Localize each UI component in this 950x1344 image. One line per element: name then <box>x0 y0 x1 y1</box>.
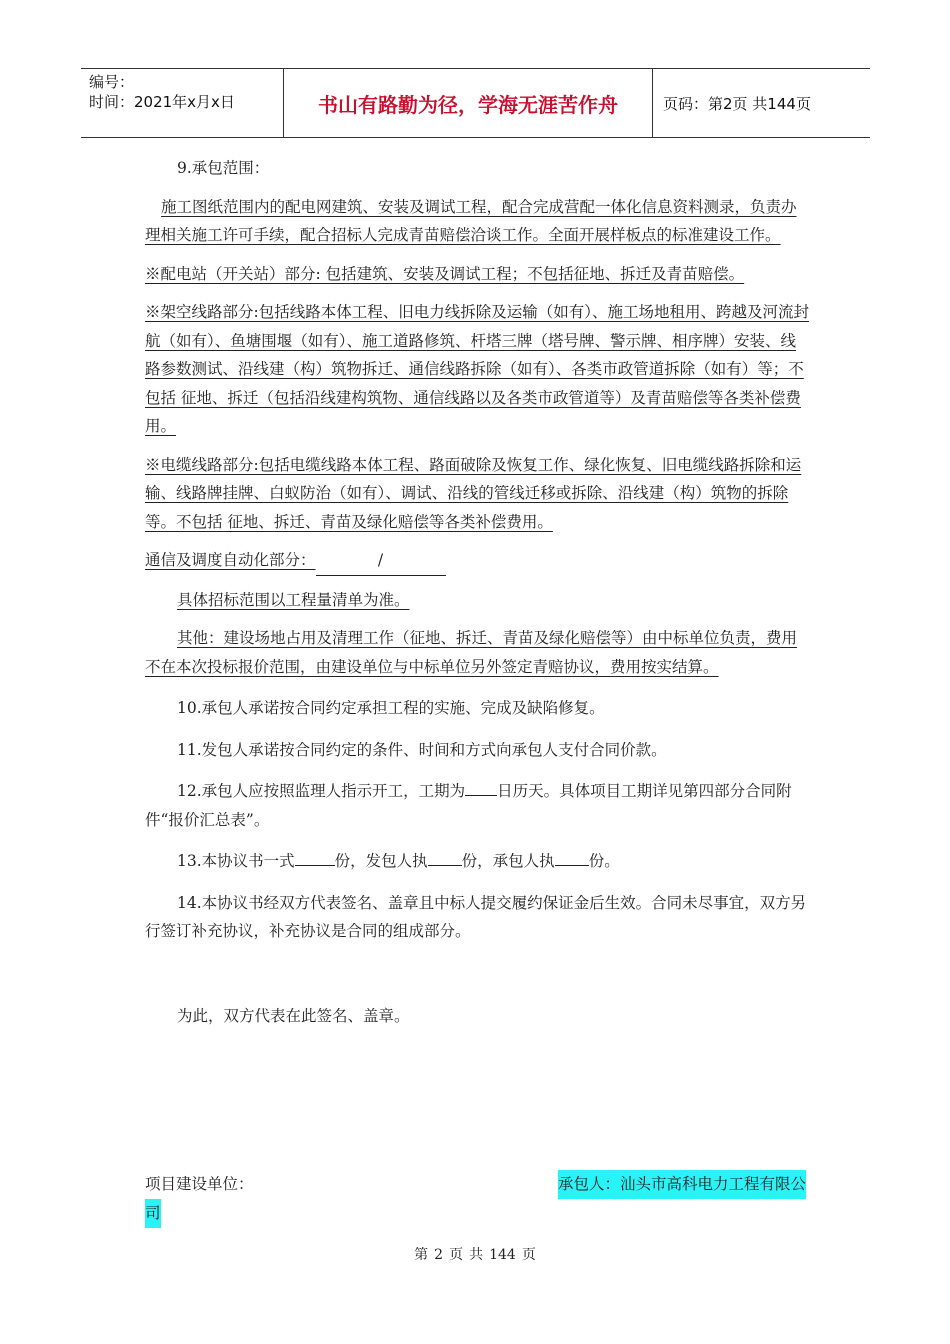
scope-specific-text: 具体招标范围以工程量清单为准。 <box>177 590 410 609</box>
item-12 <box>145 777 810 834</box>
page-header <box>81 68 870 138</box>
footer-total-pages: 144 <box>489 1247 516 1263</box>
document-body <box>145 154 810 1030</box>
footer-page-number: 2 <box>434 1247 444 1263</box>
header-page-info: 页码：第2页 共144页 <box>663 94 811 113</box>
footer-prefix: 第 <box>414 1247 429 1263</box>
contractor-label-wrap: 司 <box>145 1199 161 1228</box>
scope-other-text: 其他：建设场地占用及清理工作（征地、拆迁、青苗及绿化赔偿等）由中标单位负责，费用不在本次投标报价范围，由建设单位与中标单位另外签定青赔协议，费用按实结算。 <box>145 629 798 676</box>
header-meta <box>81 69 283 137</box>
duration-blank <box>465 777 497 796</box>
item-13 <box>145 847 810 876</box>
scope-substation-text: ※配电站（开关站）部分: 包括建筑、安装及调试工程；不包括征地、拆迁及青苗赔偿。 <box>145 264 745 283</box>
copies-contractor-blank <box>555 847 589 866</box>
footer-total-suffix: 页 <box>521 1247 536 1263</box>
scope-comm <box>145 546 810 576</box>
copies-total-blank <box>295 847 335 866</box>
item-13-part-c: 份，承包人执 <box>461 852 555 870</box>
scope-general-text: 施工图纸范围内的配电网建筑、安装及调试工程，配合完成营配一体化信息资料测录，负责办理相关施工许可手续，配合招标人完成青苗赔偿洽谈工作。全面开展样板点的标准建设工作。 <box>145 197 797 244</box>
employer-label: 项目建设单位： <box>145 1175 254 1193</box>
scope-comm-value: / <box>316 546 446 576</box>
header-motto: 书山有路勤为径，学海无涯苦作舟 <box>283 69 653 137</box>
item-11: 11.发包人承诺按合同约定的条件、时间和方式向承包人支付合同价款。 <box>177 740 667 759</box>
doc-time: 时间：2021年x月x日 <box>89 93 235 111</box>
scope-overhead <box>145 298 810 441</box>
doc-number-label: 编号： <box>89 73 135 91</box>
footer-total-prefix: 共 <box>469 1247 484 1263</box>
scope-other <box>145 624 810 681</box>
item-12-part-b: 日历天。具体项目工期详见第四部分合同附件“报价汇总表”。 <box>145 782 792 829</box>
contractor-label: 承包人：汕头市高科电力工程有限公 <box>558 1170 806 1199</box>
item-10: 10.承包人承诺按合同约定承担工程的实施、完成及缺陷修复。 <box>177 699 605 717</box>
item-9-title: 9.承包范围： <box>177 159 270 177</box>
item-13-part-a: 13.本协议书一式 <box>177 852 295 870</box>
item-12-part-a: 12.承包人应按照监理人指示开工，工期为 <box>177 782 466 800</box>
copies-employer-blank <box>428 847 462 866</box>
scope-general <box>145 193 810 250</box>
scope-specific <box>145 586 810 615</box>
page-footer <box>0 1244 950 1264</box>
scope-comm-label: 通信及调度自动化部分： <box>145 551 316 569</box>
scope-cable <box>145 451 810 537</box>
scope-overhead-text: ※架空线路部分:包括线路本体工程、旧电力线拆除及运输（如有）、施工场地租用、跨越及河流封航（如有）、鱼塘围堰（如有）、施工道路修筑、杆塔三牌（塔号牌、警示牌、相序牌）安装、线路参数测试、沿线建（构）筑物拆迁、通信线路拆除（如有）、各类市政管道拆除（如有）等；不包括 征地、拆迁（包括沿线建构筑物、通信线路以及各类市政管道等）及青苗赔偿等各类补偿费用。 <box>145 303 809 435</box>
item-14: 14.本协议书经双方代表签名、盖章且中标人提交履约保证金后生效。合同未尽事宜，双方另行签订补充协议，补充协议是合同的组成部分。 <box>145 893 807 940</box>
closing-statement: 为此，双方代表在此签名、盖章。 <box>177 1006 410 1025</box>
item-13-part-d: 份。 <box>588 852 620 870</box>
item-13-part-b: 份，发包人执 <box>334 852 428 870</box>
scope-cable-text: ※电缆线路部分:包括电缆线路本体工程、路面破除及恢复工作、绿化恢复、旧电缆线路拆除和运输、线路牌挂牌、白蚁防治（如有）、调试、沿线的管线迁移或拆除、沿线建（构）筑物的拆除等。不包括 征地、拆迁、青苗及绿化赔偿等各类补偿费用。 <box>145 455 802 531</box>
footer-page-suffix: 页 <box>449 1247 464 1263</box>
scope-substation <box>145 260 810 289</box>
